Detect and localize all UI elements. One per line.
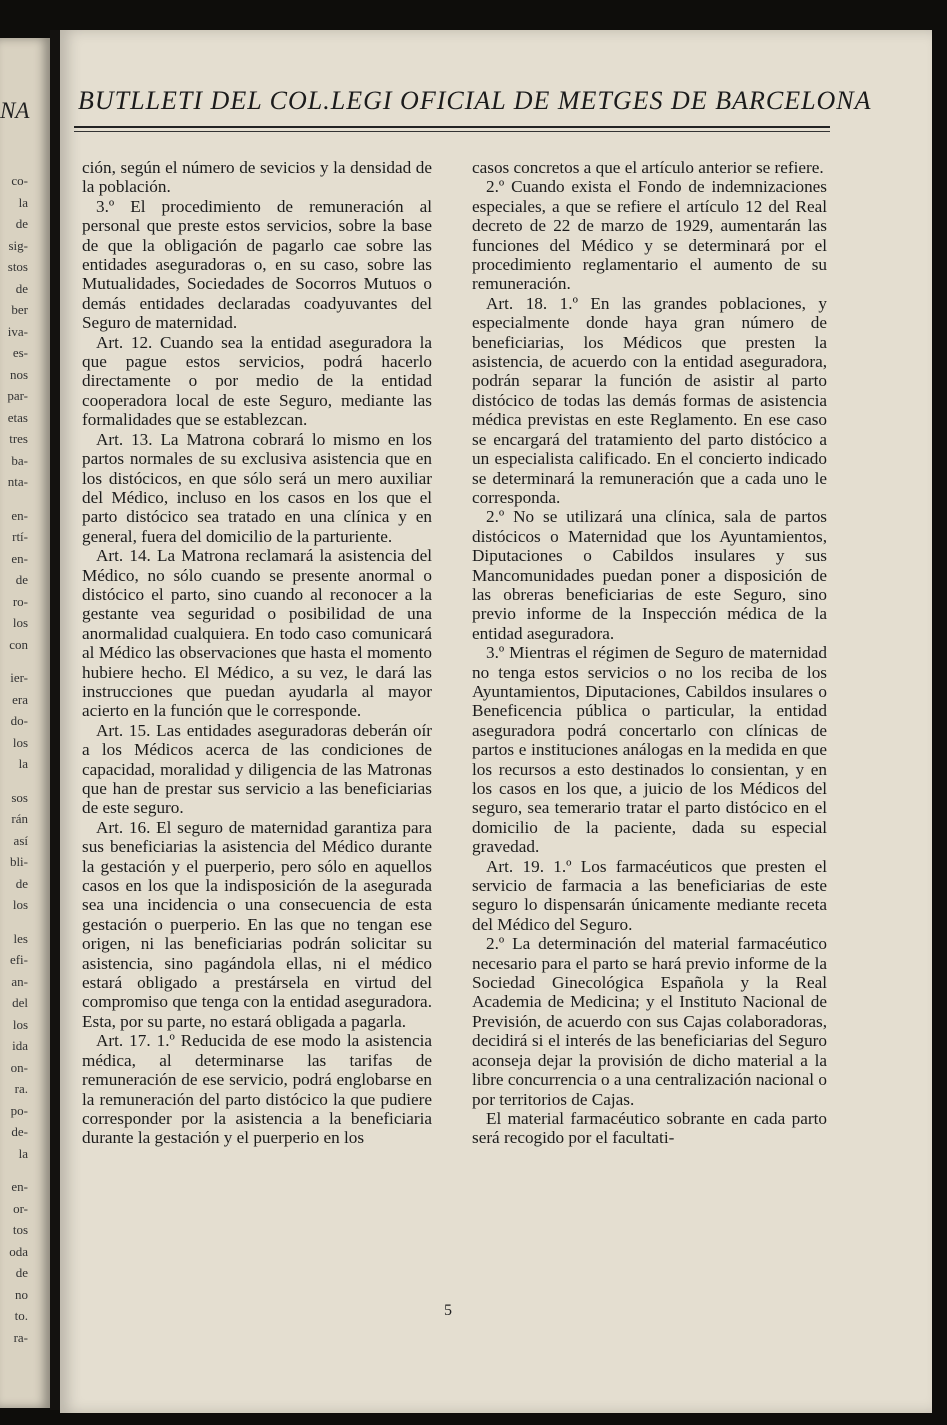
adjacent-line-fragment: nos bbox=[9, 366, 28, 382]
adjacent-line-fragment: iva- bbox=[7, 323, 28, 339]
adjacent-line-fragment: la bbox=[18, 194, 28, 210]
adjacent-line-fragment: los bbox=[12, 615, 28, 630]
adjacent-line-fragment: así bbox=[13, 832, 28, 848]
paragraph: ción, según el número de sevicios y la densidad de la población. bbox=[82, 158, 432, 197]
paragraph: 2.º No se utilizará una clínica, sala de partos distócicos o Maternidad que los Ayuntamientos, Diputaciones o Cabildos insulares y sus Mancomunidades puedan poner a disposición de las obreras beneficiarias de este Seguro, sino previo informe de la Inspección médica de la entidad aseguradora. bbox=[472, 507, 827, 643]
adjacent-line-fragment: stos bbox=[7, 259, 28, 274]
adjacent-line-fragment: con bbox=[9, 636, 28, 652]
adjacent-line-fragment: par- bbox=[7, 388, 28, 403]
adjacent-line-fragment: es- bbox=[12, 345, 28, 360]
adjacent-line-fragment: los bbox=[12, 734, 28, 750]
adjacent-line-fragment: los bbox=[12, 897, 28, 912]
paragraph: Art. 15. Las entidades aseguradoras deberán oír a los Médicos acerca de las condiciones de capacidad, moralidad y diligencia de las Matronas que han de prestar sus servicio a las beneficiarias de este seguro. bbox=[82, 720, 432, 818]
adjacent-line-fragment: los bbox=[12, 1016, 28, 1032]
adjacent-line-fragment: rtí- bbox=[12, 529, 28, 544]
adjacent-line-fragment: no bbox=[15, 1286, 28, 1302]
adjacent-line-fragment: ro- bbox=[12, 593, 28, 609]
adjacent-line-fragment: ida bbox=[12, 1038, 28, 1053]
adjacent-line-fragment: la bbox=[18, 1145, 28, 1161]
adjacent-line-fragment: del bbox=[12, 995, 28, 1010]
left-column bbox=[82, 158, 432, 1148]
adjacent-line-fragment: tres bbox=[9, 431, 28, 446]
adjacent-line-fragment: ra- bbox=[13, 1329, 28, 1345]
adjacent-line-fragment: ba- bbox=[11, 452, 28, 468]
adjacent-line-fragment: de bbox=[15, 572, 28, 587]
adjacent-line-fragment: ber bbox=[11, 302, 28, 317]
paragraph: 2.º Cuando exista el Fondo de indemnizaciones especiales, a que se refiere el artículo 12 del Real decreto de 22 de marzo de 1929, aumentarán las funciones del Médico y se determinará por el procedimiento reglamentario el aumento de su remuneración. bbox=[472, 177, 827, 294]
paragraph: casos concretos a que el artículo anterior se refiere. bbox=[472, 158, 824, 177]
adjacent-line-fragment: de bbox=[15, 1265, 28, 1280]
document-page bbox=[60, 30, 932, 1413]
paragraph: Art. 16. El seguro de maternidad garantiza para sus beneficiarias la asistencia del Médico durante la gestación y el puerperio, pero sólo en aquellos casos en los que la indisposición de la asegurada sea una incidencia o una consecuencia de esta gestación o puerperio. En las que no tengan ese origen, ni las beneficiarias podrán solicitar su asistencia, sino pagándola ellas, ni el médico estará obligado a prestársela en virtud del compromiso que tenga con la entidad aseguradora. Esta, por su parte, no estará obligada a pagarla. bbox=[82, 817, 432, 1031]
adjacent-line-fragment: ra. bbox=[14, 1081, 28, 1096]
adjacent-line-fragment: to. bbox=[14, 1308, 28, 1323]
adjacent-line-fragment: or- bbox=[13, 1200, 28, 1216]
adjacent-line-fragment: sos bbox=[11, 789, 28, 805]
adjacent-running-title: NA bbox=[0, 98, 30, 123]
adjacent-line-fragment: do- bbox=[10, 713, 28, 728]
adjacent-line-fragment: la bbox=[18, 756, 28, 771]
paragraph: Art. 18. 1.º En las grandes poblaciones, y especialmente donde haya gran número de beneficiarias, los Médicos que presten la asistencia, de acuerdo con la entidad aseguradora, podrán separar la función de asistir al parto distócico de todas las demás formas de asistencia médica previstas en este Reglamento. En ese caso se encargará del tratamiento del parto distócico a un especialista calificado. En el concierto indicado se determinará la remuneración que a cada uno le corresponda. bbox=[472, 293, 827, 507]
right-column bbox=[472, 158, 827, 1148]
adjacent-line-fragment: tos bbox=[12, 1222, 28, 1237]
adjacent-line-fragment: po- bbox=[10, 1102, 28, 1118]
adjacent-line-fragment: efi- bbox=[9, 952, 28, 967]
paragraph: Art. 14. La Matrona reclamará la asistencia del Médico, no sólo cuando se presente anormal o distócico el parto, sino cuando al reconocer a la gestante vea seguridad o posibilidad de una anormalidad cualquiera. En todo caso comunicará al Médico las observaciones que hasta el momento hubiere hecho. El Médico, a su vez, le dará las instrucciones que puedan ayudarla al mayor acierto en la función que le corresponde. bbox=[82, 546, 432, 721]
adjacent-page-fragment bbox=[0, 38, 50, 1408]
adjacent-line-fragment: en- bbox=[11, 507, 28, 523]
adjacent-line-fragment: rán bbox=[11, 811, 28, 826]
adjacent-line-fragment: oda bbox=[9, 1243, 28, 1259]
running-header: BUTLLETI DEL COL.LEGI OFICIAL DE METGES DE BARCELONA bbox=[78, 86, 872, 115]
paragraph: Art. 17. 1.º Reducida de ese modo la asistencia médica, al determinarse las tarifas de remuneración de ese servicio, podrá englobarse en la remuneración del parto distócico la que pudiere corresponder por la asistencia a la beneficiaria durante la gestación y el puerperio en los bbox=[82, 1031, 432, 1148]
adjacent-line-fragment: an- bbox=[11, 973, 28, 989]
book-gutter bbox=[50, 30, 60, 1410]
adjacent-line-fragment: bli- bbox=[9, 854, 28, 869]
adjacent-line-fragment: de bbox=[15, 875, 28, 891]
adjacent-line-fragment: en- bbox=[11, 1179, 28, 1194]
paragraph: 2.º La determinación del material farmacéutico necesario para el parto se hará previo informe de la Sociedad Ginecológica Española y la Real Academia de Medicina; y el Instituto Nacional de Previsión, de acuerdo con sus Cajas colaboradoras, decidirá si el interés de las beneficiarias del Seguro aconseja dejar la provisión de dicho material a la libre concurrencia o a una centralización nacional o por territorios de Cajas. bbox=[472, 934, 827, 1109]
header-rule bbox=[74, 126, 830, 128]
adjacent-line-fragment: les bbox=[13, 930, 28, 946]
page-number: 5 bbox=[444, 1302, 452, 1319]
adjacent-line-fragment: de- bbox=[11, 1124, 28, 1139]
adjacent-line-fragment: nta- bbox=[7, 474, 28, 489]
paragraph: 3.º El procedimiento de remuneración al personal que preste estos servicios, sobre la base de que la obligación de pagarlo cae sobre las entidades aseguradoras o, en su caso, sobre las Mutualidades, Sociedades de Socorros Mutuos o demás entidades declaradas coadyuvantes del Seguro de maternidad. bbox=[82, 196, 432, 333]
paragraph: El material farmacéutico sobrante en cada parto será recogido por el facultati- bbox=[472, 1108, 827, 1148]
adjacent-line-fragment: co- bbox=[11, 173, 28, 188]
paragraph: 3.º Mientras el régimen de Seguro de maternidad no tenga estos servicios o no los reciba de los Ayuntamientos, Diputaciones, Cabildos insulares o Beneficencia pública o particular, la entidad aseguradora podrá concertarlo con clínicas de partos e instituciones análogas en la medida en que los recursos a esto destinados lo consientan, y en los casos en los que, a juicio de los Médicos del seguro, sea temerario tratar el parto distócico en el domicilio de la paciente, dada su especial gravedad. bbox=[472, 643, 827, 857]
adjacent-line-fragment: etas bbox=[7, 409, 28, 425]
adjacent-line-fragment: de bbox=[15, 280, 28, 296]
adjacent-line-fragment: era bbox=[12, 691, 28, 707]
adjacent-line-fragment: en- bbox=[11, 550, 28, 566]
header-rule-thin bbox=[74, 131, 830, 132]
adjacent-line-fragment: on- bbox=[10, 1059, 28, 1075]
paragraph: Art. 19. 1.º Los farmacéuticos que presten el servicio de farmacia a las beneficiarias de este seguro lo dispensarán únicamente mediante receta del Médico del Seguro. bbox=[472, 856, 827, 934]
adjacent-line-fragment: sig- bbox=[8, 237, 28, 253]
paragraph: Art. 13. La Matrona cobrará lo mismo en los partos normales de su exclusiva asistencia que en los distócicos, en que sólo será un mero auxiliar del Médico, incluso en los casos en los que el parto distócico sea tratado en una clínica y en general, fuera del domicilio de la parturiente. bbox=[82, 429, 432, 546]
adjacent-line-fragment: ier- bbox=[10, 670, 28, 685]
paragraph: Art. 12. Cuando sea la entidad aseguradora la que pague estos servicios, podrá hacerlo directamente o por medio de la entidad cooperadora local de este Seguro, mediante las formalidades que se establezcan. bbox=[82, 332, 432, 430]
adjacent-line-fragment: de bbox=[15, 216, 28, 231]
